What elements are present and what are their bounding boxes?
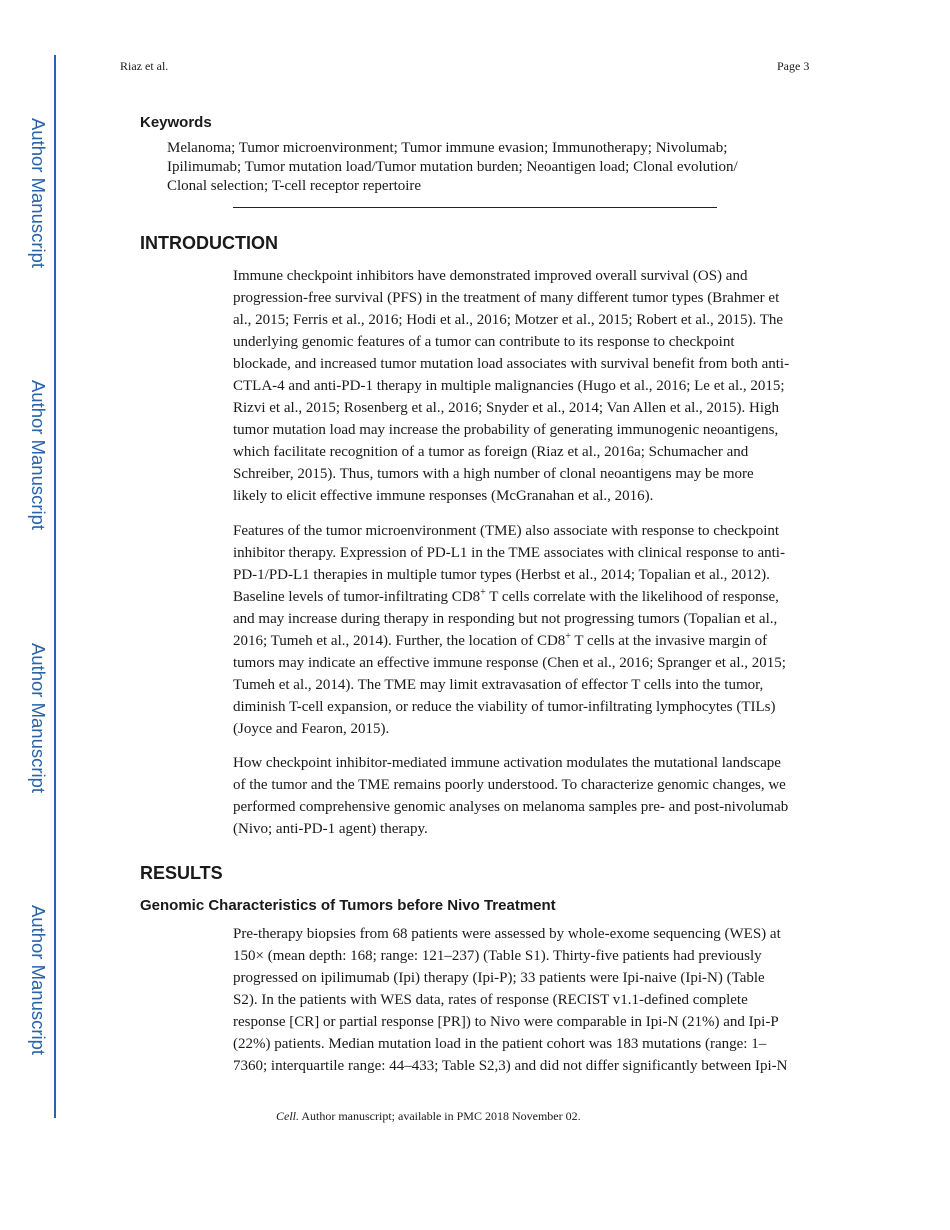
sidebar-rule — [54, 55, 56, 1118]
intro-paragraph-2: Features of the tumor microenvironment (TME) also associate with response to checkpoint inhibitor therapy. Expression of PD-L1 in the TME associates with clinical response to anti- PD-1/PD-L1 therapies in multiple tumor types (Herbst et al., 2014; Topalian et al., 2012). Baseline levels of tumor-infiltrating CD8+ T cells correlate with the likelihood of response, and may increase during therapy in responding but not progressing tumors (Topalian et al., 2016; Tumeh et al., 2014). Further, the location of CD8+ T cells at the invasive margin of tumors may indicate an effective immune response (Chen et al., 2016; Spranger et al., 2015; Tumeh et al., 2014). The TME may limit extravasation of effector T cells into the tumor, diminish T-cell expansion, or reduce the viability of tumor-infiltrating lymphocytes (TILs) (Joyce and Fearon, 2015). — [233, 523, 786, 737]
keywords-list: Melanoma; Tumor microenvironment; Tumor immune evasion; Immunotherapy; Nivolumab; Ipilimumab; Tumor mutation load/Tumor mutation burden; Neoantigen load; Clonal evolution/ Clonal selection; T-cell receptor repertoire — [167, 140, 738, 194]
introduction-heading: INTRODUCTION — [140, 233, 278, 253]
sidebar-label-1: Author Manuscript — [28, 117, 49, 269]
keywords-heading: Keywords — [140, 114, 212, 131]
sidebar-label-3: Author Manuscript — [28, 642, 49, 794]
running-head-authors: Riaz et al. — [120, 59, 169, 73]
sidebar-label-4: Author Manuscript — [28, 904, 49, 1056]
intro-paragraph-3: How checkpoint inhibitor-mediated immune activation modulates the mutational landscape of the tumor and the TME remains poorly understood. To characterize genomic changes, we performed comprehensive genomic analyses on melanoma samples pre- and post-nivolumab (Nivo; anti-PD-1 agent) therapy. — [233, 755, 789, 837]
keywords-divider — [233, 207, 717, 208]
results-heading: RESULTS — [140, 863, 223, 883]
sidebar-label-2: Author Manuscript — [28, 379, 49, 531]
page-footer: Cell. Author manuscript; available in PMC 2018 November 02. — [276, 1109, 581, 1123]
intro-paragraph-1: Immune checkpoint inhibitors have demonstrated improved overall survival (OS) and progression-free survival (PFS) in the treatment of many different tumor types (Brahmer et al., 2015; Ferris et al., 2016; Hodi et al., 2016; Motzer et al., 2015; Robert et al., 2015). The underlying genomic features of a tumor can contribute to its response to checkpoint blockade, and increased tumor mutation load associates with survival benefit from both anti- CTLA-4 and anti-PD-1 therapy in multiple malignancies (Hugo et al., 2016; Le et al., 2015; Rizvi et al., 2015; Rosenberg et al., 2016; Snyder et al., 2014; Van Allen et al., 2015). High tumor mutation load may increase the probability of generating immunogenic neoantigens, which facilitate recognition of a tumor as foreign (Riaz et al., 2016a; Schumacher and Schreiber, 2015). Thus, tumors with a high number of clonal neoantigens may be more likely to elicit effective immune responses (McGranahan et al., 2016). — [233, 268, 790, 504]
results-paragraph-1: Pre-therapy biopsies from 68 patients were assessed by whole-exome sequencing (WES) at 150× (mean depth: 168; range: 121–237) (Table S1). Thirty-five patients had previously progressed on ipilimumab (Ipi) therapy (Ipi-P); 33 patients were Ipi-naive (Ipi-N) (Table S2). In the patients with WES data, rates of response (RECIST v1.1-defined complete response [CR] or partial response [PR]) to Nivo were comparable in Ipi-N (21%) and Ipi-P (22%) patients. Median mutation load in the patient cohort was 183 mutations (range: 1– 7360; interquartile range: 44–433; Table S2,3) and did not differ significantly between Ipi-N — [233, 926, 788, 1074]
results-subheading: Genomic Characteristics of Tumors before Nivo Treatment — [140, 897, 556, 914]
running-head-page: Page 3 — [777, 59, 810, 73]
